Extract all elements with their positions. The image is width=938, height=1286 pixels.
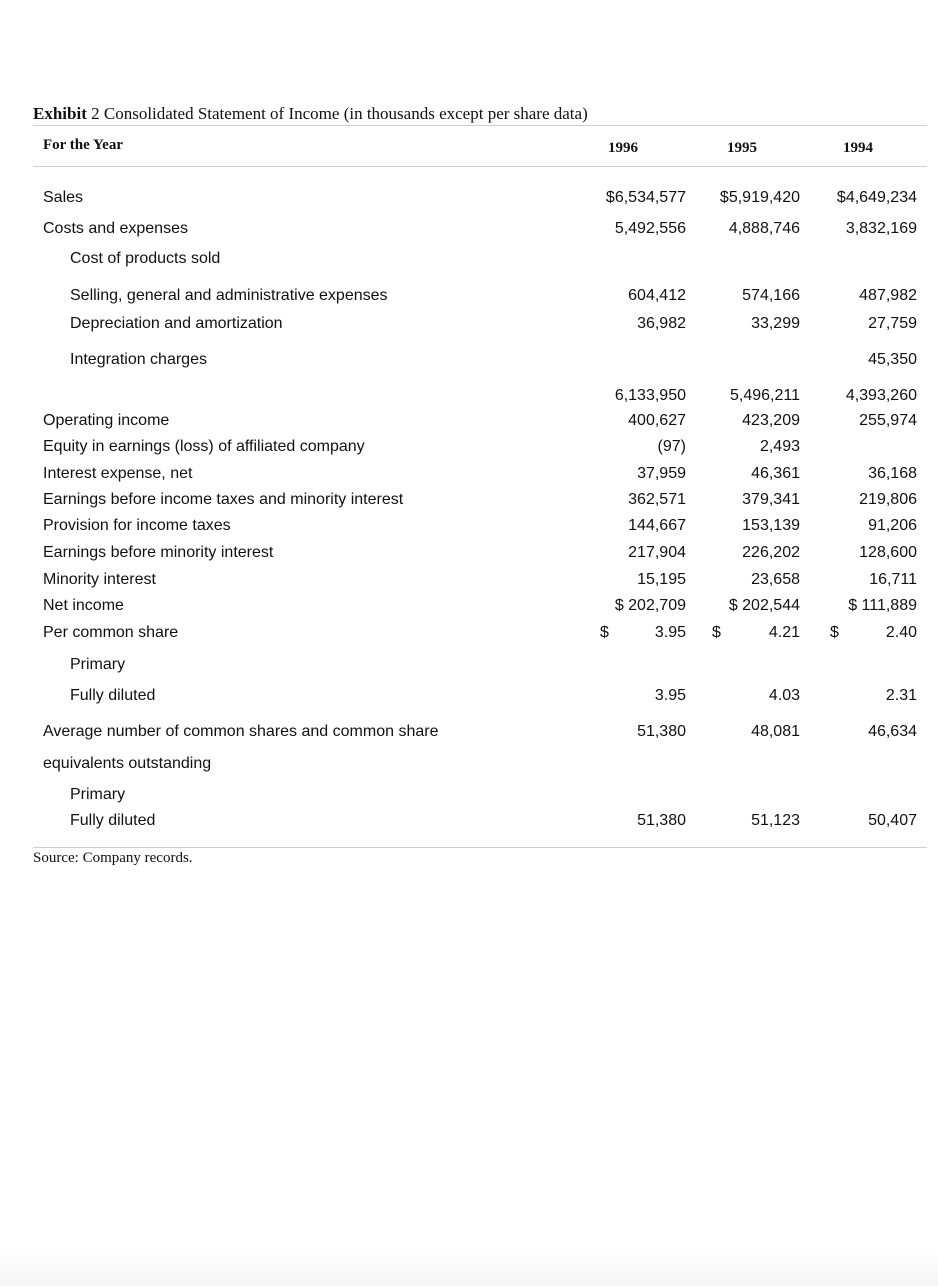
row-label-costs: Costs and expenses	[43, 220, 188, 237]
cell-per-share-1995: 4.21	[768, 624, 800, 641]
row-label-primary: Primary	[70, 656, 126, 673]
cell-total-costs-1994: 4,393,260	[845, 387, 917, 404]
exhibit-title	[33, 104, 588, 124]
row-label-integration: Integration charges	[70, 351, 207, 368]
cell-earnings-before-minority-1994: 128,600	[859, 544, 917, 561]
page-bottom-shade	[0, 1246, 938, 1286]
cell-fully-diluted-shares-1994: 50,407	[868, 812, 917, 829]
header-year-1995: 1995	[727, 140, 757, 156]
row-label-primary-shares: Primary	[70, 786, 126, 803]
cell-fully-diluted-1995: 4.03	[768, 687, 800, 704]
currency-per-share-1996: $	[600, 624, 609, 641]
cell-earnings-before-minority-1996: 217,904	[628, 544, 686, 561]
currency-per-share-1995: $	[712, 624, 721, 641]
cell-sga-1996: 604,412	[628, 287, 686, 304]
cell-interest-expense-1994: 36,168	[868, 465, 917, 482]
row-label-avg-shares: Average number of common shares and common share	[43, 723, 439, 740]
cell-provision-taxes-1995: 153,139	[742, 517, 800, 534]
cell-net-income-1995: $ 202,544	[728, 597, 800, 614]
cell-operating-income-1994: 255,974	[859, 412, 917, 429]
cell-sga-1994: 487,982	[859, 287, 917, 304]
cell-per-share-1996: 3.95	[654, 624, 686, 641]
cell-avg-shares-1996: 51,380	[637, 723, 686, 740]
cell-fully-diluted-shares-1996: 51,380	[637, 812, 686, 829]
table-bottom-rule	[33, 847, 927, 848]
cell-provision-taxes-1996: 144,667	[628, 517, 686, 534]
row-label-sga: Selling, general and administrative expenses	[70, 287, 388, 304]
cell-costs-1996: 5,492,556	[614, 220, 686, 237]
row-label-operating-income: Operating income	[43, 412, 170, 429]
cell-avg-shares-1994: 46,634	[868, 723, 917, 740]
header-bottom-rule	[33, 166, 927, 167]
cell-operating-income-1995: 423,209	[742, 412, 800, 429]
row-label-interest-expense: Interest expense, net	[43, 465, 193, 482]
header-year-1996: 1996	[608, 140, 638, 156]
row-label-fully-diluted: Fully diluted	[70, 687, 156, 704]
row-label-cost-of-products: Cost of products sold	[70, 250, 221, 267]
cell-minority-interest-1994: 16,711	[869, 571, 917, 588]
cell-sales-1996: $6,534,577	[605, 189, 686, 206]
currency-per-share-1994: $	[830, 624, 839, 641]
cell-earnings-before-taxes-1995: 379,341	[742, 491, 800, 508]
row-label-sales: Sales	[43, 189, 84, 206]
source-note: Source: Company records.	[33, 850, 193, 866]
cell-minority-interest-1995: 23,658	[751, 571, 800, 588]
cell-equity-earnings-1996: (97)	[657, 438, 686, 455]
header-year-1994: 1994	[843, 140, 873, 156]
row-label-equivalents: equivalents outstanding	[43, 755, 212, 772]
cell-provision-taxes-1994: 91,206	[868, 517, 917, 534]
cell-fully-diluted-1996: 3.95	[654, 687, 686, 704]
cell-fully-diluted-shares-1995: 51,123	[751, 812, 800, 829]
cell-earnings-before-taxes-1994: 219,806	[859, 491, 917, 508]
exhibit-label: Exhibit	[33, 104, 87, 123]
cell-earnings-before-minority-1995: 226,202	[742, 544, 800, 561]
cell-fully-diluted-1994: 2.31	[885, 687, 917, 704]
cell-minority-interest-1996: 15,195	[637, 571, 686, 588]
cell-depreciation-1995: 33,299	[751, 315, 800, 332]
cell-earnings-before-taxes-1996: 362,571	[628, 491, 686, 508]
row-label-depreciation: Depreciation and amortization	[70, 315, 283, 332]
cell-total-costs-1995: 5,496,211	[730, 387, 800, 404]
cell-interest-expense-1996: 37,959	[637, 465, 686, 482]
cell-costs-1995: 4,888,746	[728, 220, 800, 237]
row-label-per-share: Per common share	[43, 624, 179, 641]
cell-sga-1995: 574,166	[742, 287, 800, 304]
cell-interest-expense-1995: 46,361	[751, 465, 800, 482]
cell-net-income-1994: $ 111,889	[848, 597, 917, 614]
row-label-net-income: Net income	[43, 597, 124, 614]
row-label-equity-earnings: Equity in earnings (loss) of affiliated company	[43, 438, 365, 455]
row-label-earnings-before-minority: Earnings before minority interest	[43, 544, 274, 561]
cell-equity-earnings-1995: 2,493	[759, 438, 800, 455]
cell-per-share-1994: 2.40	[885, 624, 917, 641]
row-label-fully-diluted-shares: Fully diluted	[70, 812, 156, 829]
cell-sales-1995: $5,919,420	[719, 189, 800, 206]
row-label-provision-taxes: Provision for income taxes	[43, 517, 231, 534]
cell-costs-1994: 3,832,169	[845, 220, 917, 237]
row-label-minority-interest: Minority interest	[43, 571, 156, 588]
exhibit-title-text: 2 Consolidated Statement of Income (in thousands except per share data)	[91, 104, 588, 123]
cell-integration-1994: 45,350	[868, 351, 917, 368]
cell-depreciation-1994: 27,759	[868, 315, 917, 332]
cell-sales-1994: $4,649,234	[836, 189, 917, 206]
header-top-rule	[33, 125, 927, 126]
cell-operating-income-1996: 400,627	[628, 412, 686, 429]
row-label-earnings-before-taxes: Earnings before income taxes and minority interest	[43, 491, 404, 508]
cell-avg-shares-1995: 48,081	[751, 723, 800, 740]
cell-total-costs-1996: 6,133,950	[614, 387, 686, 404]
cell-depreciation-1996: 36,982	[637, 315, 686, 332]
cell-net-income-1996: $ 202,709	[614, 597, 686, 614]
header-row-label: For the Year	[43, 137, 123, 153]
